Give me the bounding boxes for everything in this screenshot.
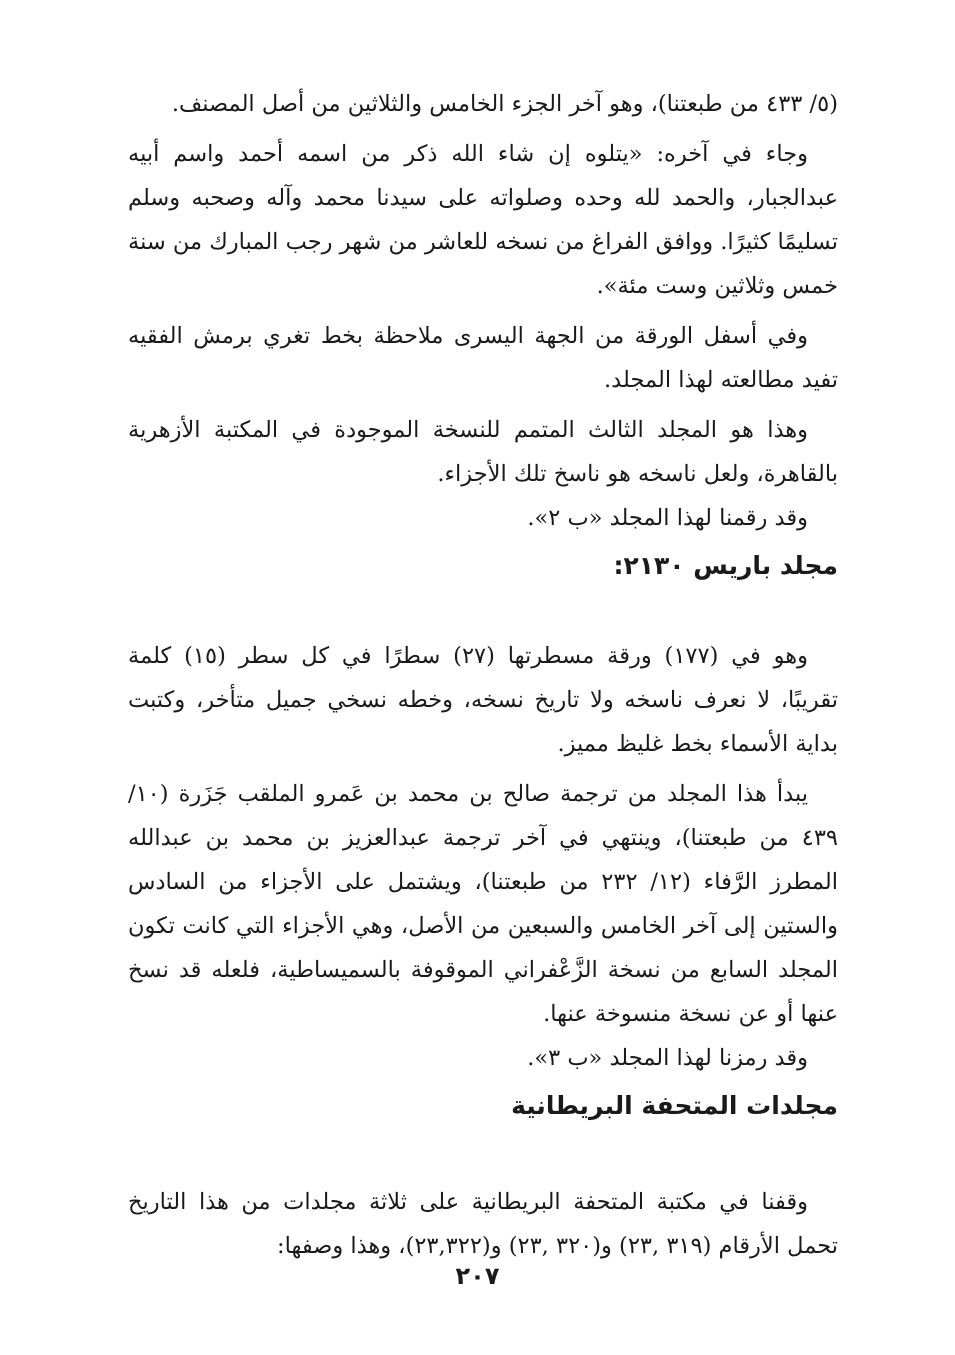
paragraph-6: وهو في (١٧٧) ورقة مسطرتها (٢٧) سطرًا في كل سطر (١٥) كلمة تقريبًا، لا نعرف ناسخه ولا تاريخ نسخه، وخطه نسخي جميل متأخر، وكتبت بداية الأسماء بخط غليظ مميز.	[128, 643, 838, 757]
paragraph-9: وقفنا في مكتبة المتحفة البريطانية على ثلاثة مجلدات من هذا التاريخ تحمل الأرقام (٣١٩ ,٢٣) و(٣٢٠ ,٢٣) و(٢٣,٣٢٢)، وهذا وصفها:	[128, 1189, 838, 1259]
paragraph-2: وجاء في آخره: «يتلوه إن شاء الله ذكر من اسمه أحمد واسم أبيه عبدالجبار، والحمد لله وحده وصلواته على سيدنا محمد وآله وصحبه وسلم تسليمًا كثيرًا. ووافق الفراغ من نسخه للعاشر من شهر رجب المبارك من سنة خمس وثلاثين وست مئة».	[128, 141, 838, 299]
spacer	[128, 588, 838, 634]
paragraph-7: يبدأ هذا المجلد من ترجمة صالح بن محمد بن عَمرو الملقب جَزَرة (١٠/ ٤٣٩ من طبعتنا)، وينتهي في آخر ترجمة عبدالعزيز بن محمد بن عبدالله المطرز الرَّفاء (١٢/ ٢٣٢ من طبعتنا)، ويشتمل على الأجزاء من السادس والستين إلى آخر الخامس والسبعين من الأصل، وهي الأجزاء التي كانت تكون المجلد السابع من نسخة الزَّعْفراني الموقوفة بالسميساطية، فلعله قد نسخ عنها أو عن نسخة منسوخة عنها.	[128, 781, 838, 1027]
paragraph-8: وقد رمزنا لهذا المجلد «ب ٣».	[527, 1045, 808, 1071]
paragraph-5: وقد رقمنا لهذا المجلد «ب ٢».	[527, 505, 808, 531]
paragraph-3: وفي أسفل الورقة من الجهة اليسرى ملاحظة بخط تغري برمش الفقيه تفيد مطالعته لهذا المجلد.	[128, 323, 838, 393]
page-number: ٢٠٧	[455, 1262, 500, 1290]
section-heading-british-museum: مجلدات المتحفة البريطانية	[511, 1091, 838, 1120]
page-body	[128, 82, 838, 1274]
paragraph-1: (٥/ ٤٣٣ من طبعتنا)، وهو آخر الجزء الخامس والثلاثين من أصل المصنف.	[171, 91, 838, 117]
spacer	[128, 1128, 838, 1180]
paragraph-4: وهذا هو المجلد الثالث المتمم للنسخة الموجودة في المكتبة الأزهرية بالقاهرة، ولعل ناسخه هو ناسخ تلك الأجزاء.	[128, 417, 838, 487]
section-heading-paris: مجلد باريس ٢١٣٠:	[613, 551, 838, 580]
